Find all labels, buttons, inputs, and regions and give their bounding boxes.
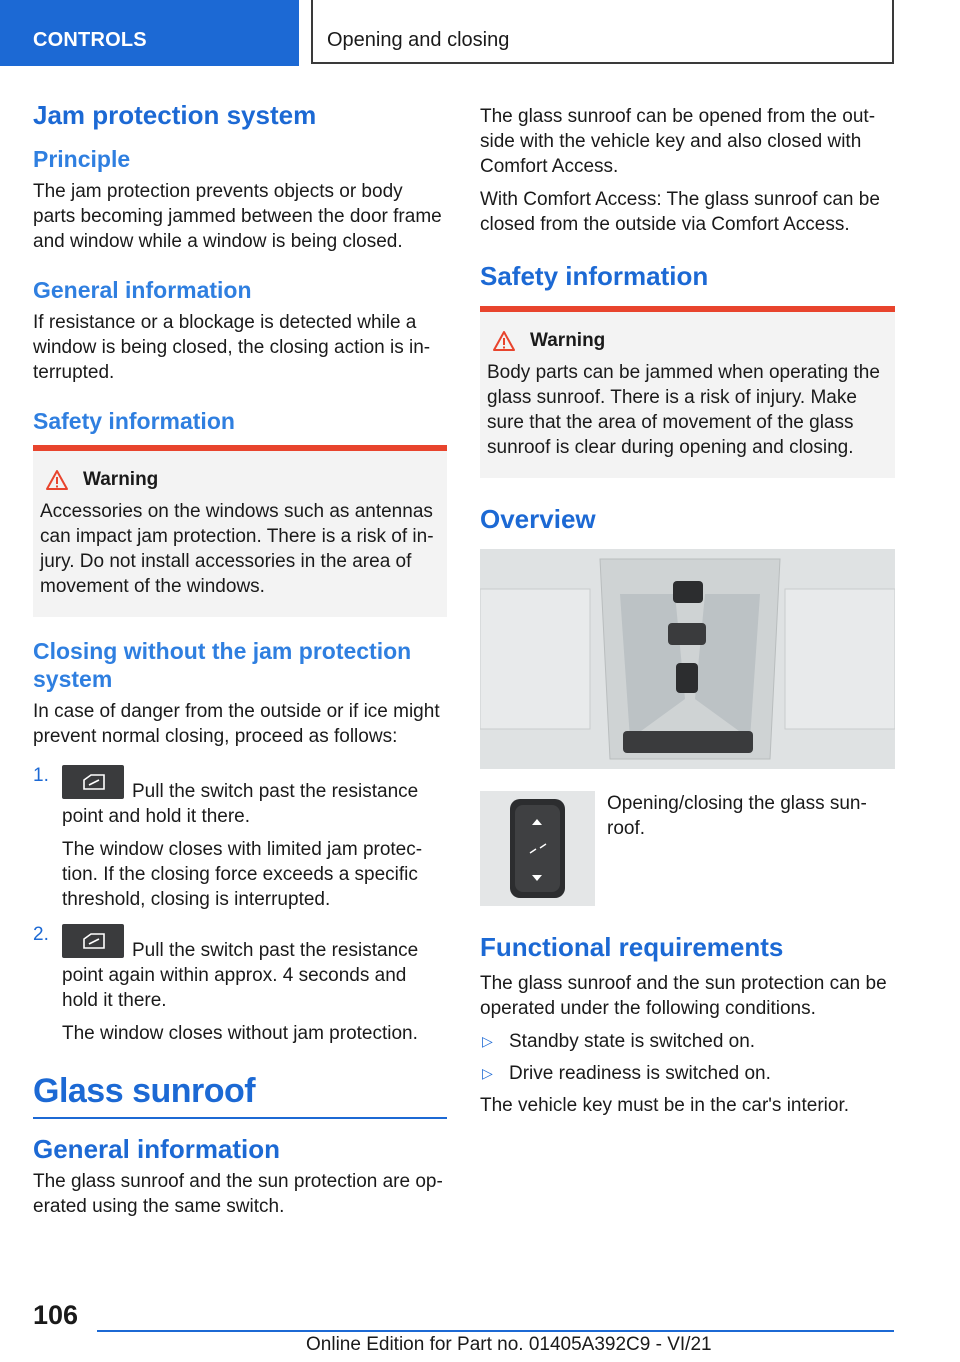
warning-label: Warning: [83, 469, 159, 490]
window-switch-icon: [62, 765, 124, 799]
chapter-label: Opening and closing: [327, 29, 510, 51]
warning-box-right: [480, 306, 895, 478]
section-label: CONTROLS: [33, 29, 147, 51]
page-number: 106: [33, 1300, 79, 1330]
right-column: [480, 104, 895, 1126]
sunroof-general-title: General information: [33, 1134, 281, 1164]
chapter-tab: [311, 0, 894, 64]
sunroof-switch-image: [480, 791, 595, 906]
warning-text: Accessories on the windows such as antennas can impact jam protection. There is a risk of injury. Do not install accessories in the area of movement of the windows.: [40, 501, 434, 597]
principle-title: Principle: [33, 146, 131, 172]
switch-row: [480, 791, 895, 906]
edition-label: Online Edition for Part no. 01405A392C9 - VI/21: [306, 1334, 712, 1355]
requirements-list: [480, 1029, 895, 1086]
glass-sunroof-title: Glass sunroof: [33, 1072, 256, 1110]
sunroof-intro-2: With Comfort Access: The glass sunroof can be closed from the outside via Comfort Access.: [480, 189, 880, 235]
section-tab: [0, 0, 299, 66]
functional-requirements-note: The vehicle key must be in the car's interior.: [480, 1095, 850, 1116]
list-item: ▷ Standby state is switched on.: [482, 1031, 756, 1052]
safety-info-title: Safety information: [33, 408, 235, 434]
step-number: 2.: [33, 924, 49, 945]
title-rule: [33, 1117, 447, 1119]
functional-requirements-title: Functional requirements: [480, 932, 784, 962]
warning-triangle-icon: [45, 469, 69, 491]
triangle-bullet-icon: ▷: [482, 1033, 493, 1049]
warning-label: Warning: [530, 330, 606, 351]
general-info-text: If resistance or a blockage is detected while a window is being closed, the closing action is interrupted.: [33, 312, 431, 383]
step-text: Pull the switch past the resistance point and hold it there.: [62, 781, 419, 827]
overview-title: Overview: [480, 504, 596, 534]
step-note: The window closes with limited jam protection. If the closing force exceeds a specific threshold, closing is interrupted.: [62, 839, 423, 910]
functional-requirements-text: The glass sunroof and the sun protection can be operated under the following conditions.: [480, 973, 887, 1019]
warning-text: Body parts can be jammed when operating the glass sunroof. There is a risk of injury. Make sure that the area of movement of the glass sunroof is clear during opening and closing.: [487, 362, 880, 458]
left-column: [33, 100, 447, 1227]
warning-triangle-icon: [492, 330, 516, 352]
step-number: 1.: [33, 765, 49, 786]
step-1: [33, 765, 447, 912]
overhead-console-image: [480, 549, 895, 769]
triangle-bullet-icon: ▷: [482, 1065, 493, 1081]
step-text: Pull the switch past the resistance point again within approx. 4 seconds and hold it there.: [62, 940, 419, 1011]
step-2: [33, 924, 447, 1046]
principle-text: The jam protection prevents objects or body parts becoming jammed between the door frame and window while a window is being closed.: [33, 181, 442, 252]
footer-rule: [97, 1330, 894, 1332]
general-info-title: General information: [33, 277, 252, 303]
page-header: [0, 0, 960, 66]
sunroof-general-text: The glass sunroof and the sun protection are operated using the same switch.: [33, 1171, 443, 1217]
list-item: ▷ Drive readiness is switched on.: [482, 1063, 771, 1084]
warning-box: [33, 445, 447, 617]
safety-info-title-right: Safety information: [480, 261, 709, 291]
jam-protection-title: Jam protection system: [33, 100, 317, 130]
sunroof-intro-1: The glass sunroof can be opened from the outside with the vehicle key and also closed with Comfort Access.: [480, 106, 876, 177]
step-note: The window closes without jam protection.: [62, 1023, 418, 1044]
closing-text: In case of danger from the outside or if ice might prevent normal closing, proceed as follows:: [33, 701, 440, 747]
switch-caption: Opening/closing the glass sunroof.: [607, 793, 867, 839]
window-switch-icon: [62, 924, 124, 958]
closing-title: Closing without the jam protection system: [33, 638, 412, 692]
